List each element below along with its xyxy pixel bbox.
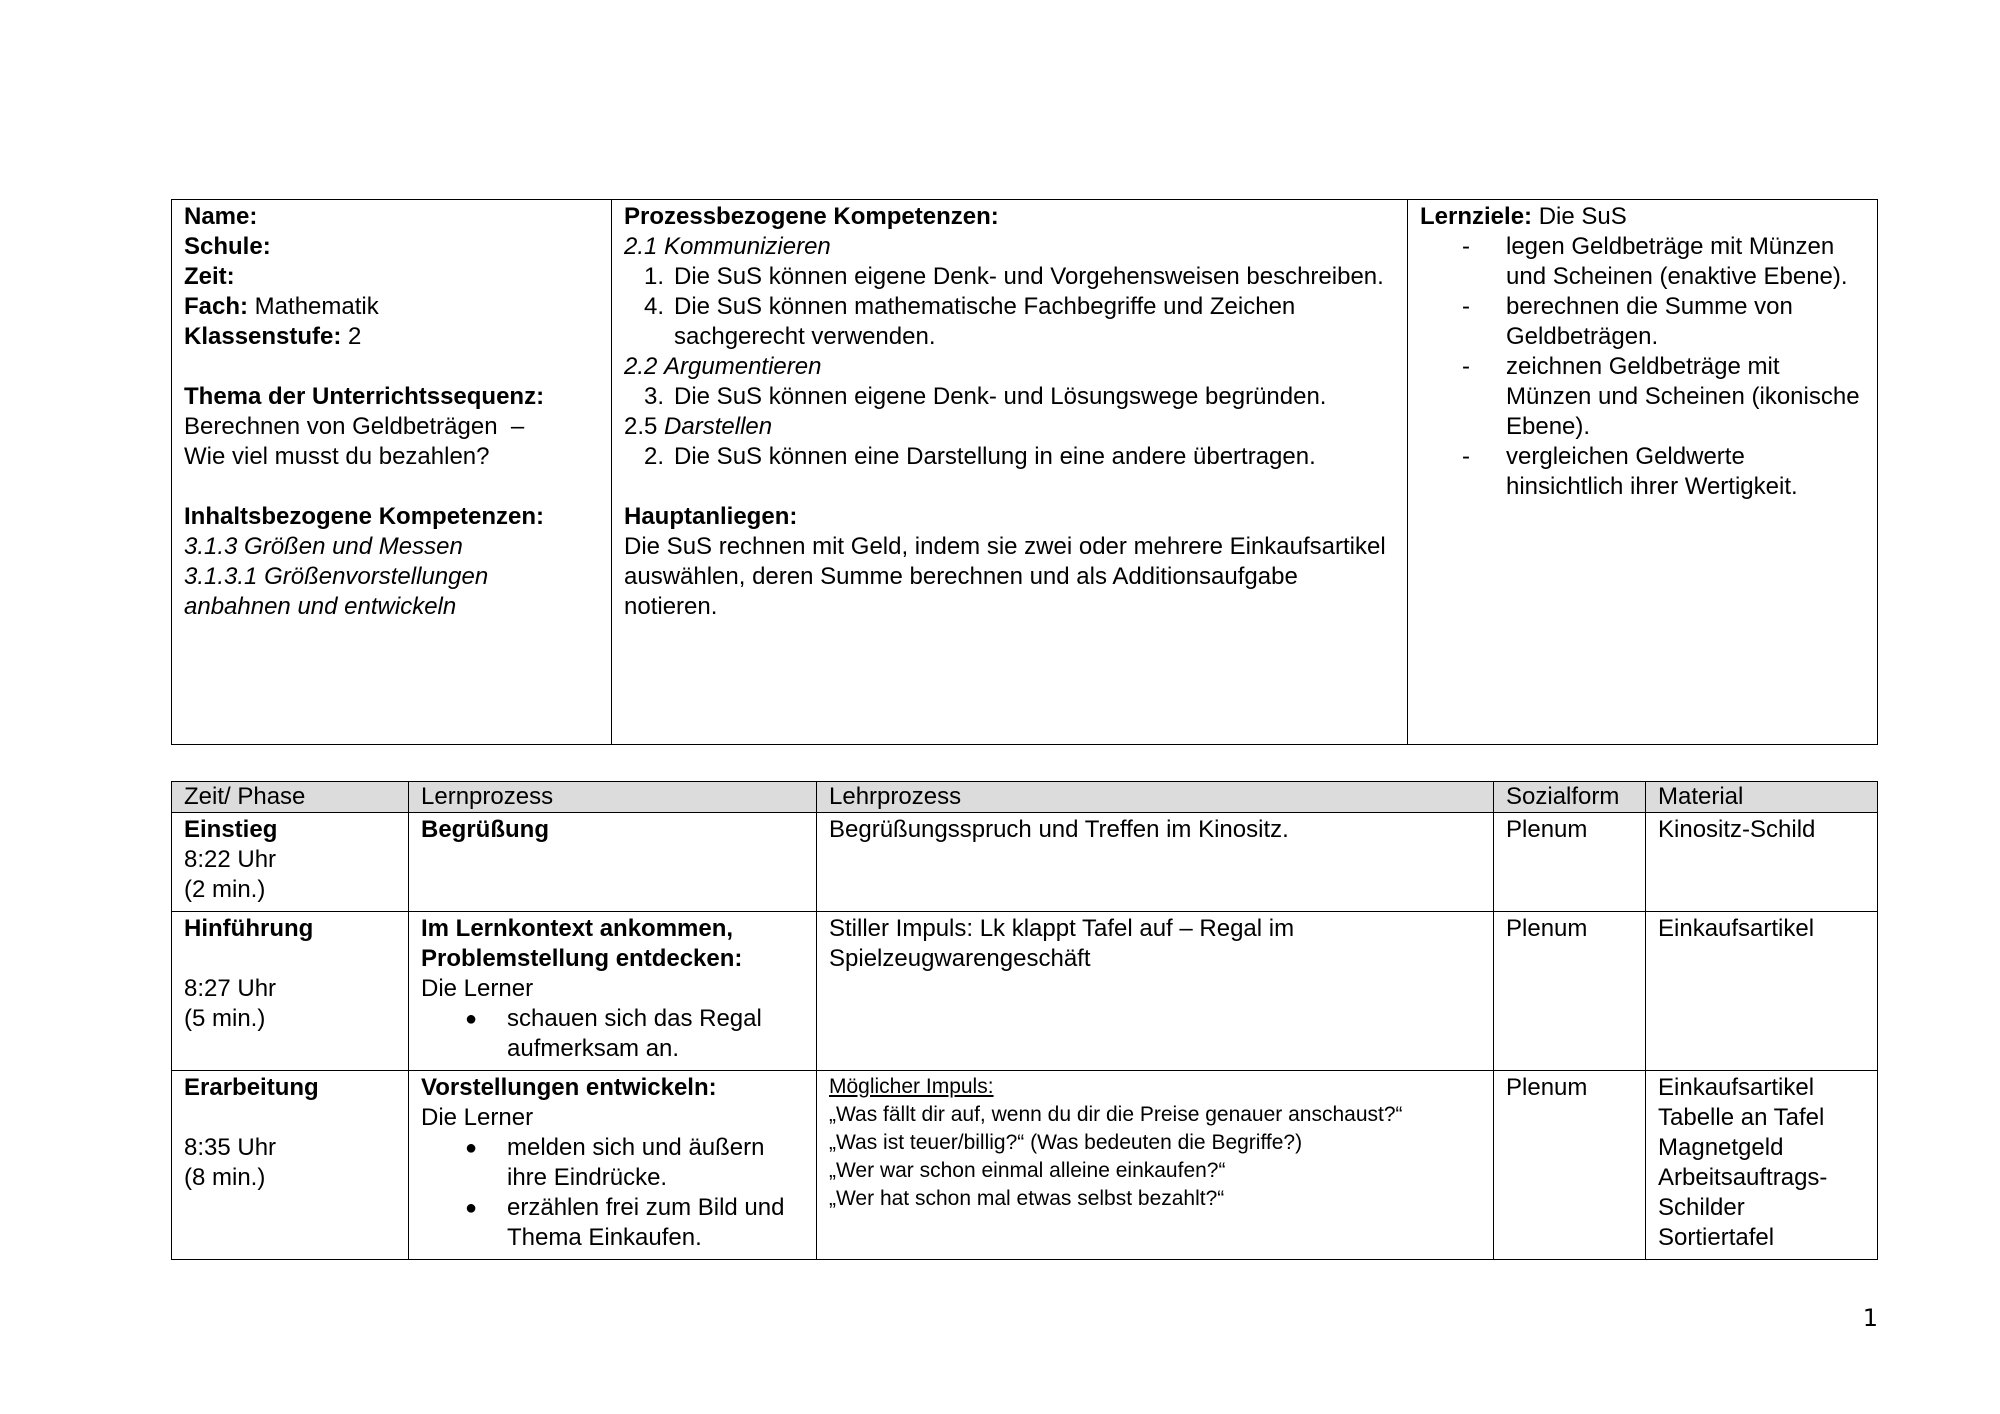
list-item: - zeichnen Geldbeträge mit Münzen und Scheinen (ikonische Ebene). (1462, 353, 1860, 440)
table-row (172, 813, 1878, 912)
section-2-1-list (624, 262, 1395, 352)
column-header: Zeit/ Phase (172, 782, 409, 813)
list-item: - berechnen die Summe von Geldbeträgen. (1462, 293, 1793, 350)
zeit-label: Zeit: (184, 263, 235, 290)
lernziele-heading (1420, 202, 1865, 232)
material-cell: Einkaufsartikel Tabelle an Tafel Magnetgeld Arbeitsauftrags-Schilder Sortiertafel (1646, 1071, 1878, 1260)
sozialform-cell: Plenum (1494, 1071, 1646, 1260)
thema-value-1: Berechnen von Geldbeträgen – (184, 413, 525, 440)
lehrprozess-cell: Möglicher Impuls: „Was fällt dir auf, wenn du dir die Preise genauer anschaust?“ „Was ist teuer/billig?“ (Was bedeuten die Begriffe?) „Wer war schon einmal alleine einkaufen?“ „Wer hat schon mal etwas selbst bezahlt?“ (817, 1071, 1494, 1260)
page-number: 1 (1862, 1304, 1878, 1332)
sozialform-cell: Plenum (1494, 813, 1646, 912)
section-2-2-title: 2.2 Argumentieren (624, 353, 822, 380)
list-item: 4. Die SuS können mathematische Fachbegriffe und Zeichen sachgerecht verwenden. (644, 293, 1296, 350)
lernziele-cell (1408, 200, 1878, 745)
column-header: Sozialform (1494, 782, 1646, 813)
table-row (172, 912, 1878, 1071)
section-2-1-title: 2.1 Kommunizieren (624, 233, 831, 260)
lehrprozess-cell: Stiller Impuls: Lk klappt Tafel auf – Regal im Spielzeugwarengeschäft (817, 912, 1494, 1071)
lernprozess-cell: Im Lernkontext ankommen, Problemstellung entdecken: Die Lerner ● schauen sich das Regal aufmerksam an. (409, 912, 817, 1071)
fach-label: Fach: (184, 293, 249, 320)
sozialform-cell: Plenum (1494, 912, 1646, 1071)
list-item: 1. Die SuS können eigene Denk- und Vorgehensweisen beschreiben. (644, 263, 1384, 290)
column-header: Material (1646, 782, 1878, 813)
material-cell: Einkaufsartikel (1646, 912, 1878, 1071)
hauptanliegen-text: Die SuS rechnen mit Geld, indem sie zwei oder mehrere Einkaufsartikel auswählen, deren Summe berechnen und als Additionsaufgabe notieren. (624, 533, 1386, 620)
section-2-5-title: 2.5 Darstellen (624, 413, 773, 440)
table-row (172, 1071, 1878, 1260)
material-cell: Kinositz-Schild (1646, 813, 1878, 912)
klassenstufe-label: Klassenstufe: (184, 323, 342, 350)
thema-label: Thema der Unterrichtssequenz: (184, 383, 545, 410)
klassenstufe-value: 2 (341, 323, 362, 350)
list-item: ● schauen sich das Regal aufmerksam an. (465, 1005, 762, 1062)
list-item: - legen Geldbeträge mit Münzen und Scheinen (enaktive Ebene). (1462, 233, 1848, 290)
column-header: Lernprozess (409, 782, 817, 813)
lernziele-list (1420, 232, 1865, 502)
inhalt-1: 3.1.3 Größen und Messen (184, 533, 463, 560)
klassenstufe-line (184, 322, 599, 352)
list-item: - vergleichen Geldwerte hinsichtlich ihrer Wertigkeit. (1462, 443, 1798, 500)
meta-cell (172, 200, 612, 745)
lernziele-label: Lernziele: (1420, 203, 1533, 230)
inhalt-label: Inhaltsbezogene Kompetenzen: (184, 503, 545, 530)
phase-cell: Einstieg 8:22 Uhr (2 min.) (172, 813, 409, 912)
prozess-label: Prozessbezogene Kompetenzen: (624, 203, 999, 230)
fach-value: Mathematik (248, 293, 379, 320)
lernprozess-cell: Begrüßung (409, 813, 817, 912)
schule-label: Schule: (184, 233, 271, 260)
prozess-cell (612, 200, 1408, 745)
name-label: Name: (184, 203, 258, 230)
section-2-5-list (624, 442, 1395, 472)
hauptanliegen-label: Hauptanliegen: (624, 503, 798, 530)
list-item: ● erzählen frei zum Bild und Thema Einkaufen. (465, 1194, 785, 1251)
phase-cell: Hinführung 8:27 Uhr (5 min.) (172, 912, 409, 1071)
fach-line (184, 292, 599, 322)
lehrprozess-cell: Begrüßungsspruch und Treffen im Kinositz. (817, 813, 1494, 912)
lernprozess-cell: Vorstellungen entwickeln: Die Lerner ● melden sich und äußern ihre Eindrücke. ● erzählen frei zum Bild und Thema Einkaufen. (409, 1071, 817, 1260)
column-header: Lehrprozess (817, 782, 1494, 813)
inhalt-3: anbahnen und entwickeln (184, 593, 457, 620)
inhalt-2: 3.1.3.1 Größenvorstellungen (184, 563, 489, 590)
section-2-2-list (624, 382, 1395, 412)
lesson-plan-table (171, 781, 1878, 1260)
list-item: 2. Die SuS können eine Darstellung in eine andere übertragen. (644, 443, 1316, 470)
list-item: ● melden sich und äußern ihre Eindrücke. (465, 1134, 765, 1191)
thema-value-2: Wie viel musst du bezahlen? (184, 443, 490, 470)
overview-table (171, 199, 1878, 745)
list-item: 3. Die SuS können eigene Denk- und Lösungswege begründen. (644, 383, 1327, 410)
phase-cell: Erarbeitung 8:35 Uhr (8 min.) (172, 1071, 409, 1260)
lernziele-suffix: Die SuS (1532, 203, 1627, 230)
table-header-row (172, 782, 1878, 813)
